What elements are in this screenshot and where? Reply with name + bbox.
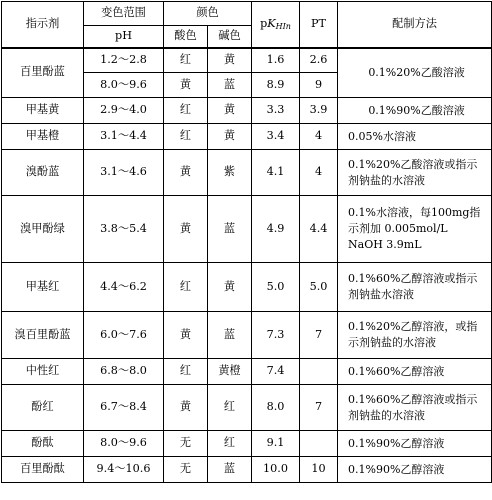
pt-value: 5.0	[300, 263, 338, 312]
indicator-name: 溴百里酚蓝	[2, 312, 84, 359]
ph-range: 1.2～2.8	[84, 48, 164, 73]
ph-range: 3.8～5.4	[84, 196, 164, 263]
acid-color: 红	[164, 263, 208, 312]
base-color: 红	[208, 385, 252, 431]
pk-value: 9.1	[252, 431, 300, 457]
ph-range: 3.1～4.6	[84, 150, 164, 196]
table-row	[2, 359, 492, 385]
ph-range: 6.7～8.4	[84, 385, 164, 431]
pk-k: K	[267, 16, 276, 30]
header-indicator: 指示剂	[2, 2, 84, 48]
pt-value: 10	[300, 457, 338, 483]
preparation-method: 0.1%60%乙醇溶液或指示剂钠盐的水溶液	[338, 385, 492, 431]
indicator-name: 中性红	[2, 359, 84, 385]
table-row	[2, 98, 492, 124]
preparation-method: 0.05%水溶液	[338, 124, 492, 150]
ph-range: 3.1～4.4	[84, 124, 164, 150]
pk-value: 3.3	[252, 98, 300, 124]
pk-value: 10.0	[252, 457, 300, 483]
table-row	[2, 312, 492, 359]
pt-value	[300, 431, 338, 457]
base-color: 蓝	[208, 457, 252, 483]
acid-color: 无	[164, 457, 208, 483]
ph-range: 2.9～4.0	[84, 98, 164, 124]
indicator-name: 溴酚蓝	[2, 150, 84, 196]
pk-value: 4.9	[252, 196, 300, 263]
ph-range: 8.0～9.6	[84, 73, 164, 98]
base-color: 紫	[208, 150, 252, 196]
header-row-1	[2, 2, 492, 26]
base-color: 蓝	[208, 73, 252, 98]
ph-range: 4.4～6.2	[84, 263, 164, 312]
table-row	[2, 124, 492, 150]
base-color: 蓝	[208, 196, 252, 263]
pt-value: 4.4	[300, 196, 338, 263]
pk-value: 7.3	[252, 312, 300, 359]
pt-value: 4	[300, 150, 338, 196]
table-row	[2, 263, 492, 312]
table-row	[2, 196, 492, 263]
ph-range: 8.0～9.6	[84, 431, 164, 457]
preparation-method: 0.1%90%乙酸溶液	[338, 98, 492, 124]
header-method: 配制方法	[338, 2, 492, 48]
acid-color: 无	[164, 431, 208, 457]
pk-value: 7.4	[252, 359, 300, 385]
ph-range: 6.8～8.0	[84, 359, 164, 385]
acid-color: 黄	[164, 196, 208, 263]
base-color: 黄	[208, 98, 252, 124]
pk-value: 1.6	[252, 48, 300, 73]
base-color: 蓝	[208, 312, 252, 359]
table-row	[2, 457, 492, 483]
pk-p: p	[260, 16, 268, 30]
acid-color: 黄	[164, 150, 208, 196]
base-color: 黄橙	[208, 359, 252, 385]
base-color: 黄	[208, 48, 252, 73]
acid-color: 红	[164, 124, 208, 150]
pk-sub: HIn	[275, 21, 291, 31]
pk-value: 5.0	[252, 263, 300, 312]
acid-color: 黄	[164, 73, 208, 98]
pk-value: 8.9	[252, 73, 300, 98]
base-color: 红	[208, 431, 252, 457]
acid-color: 黄	[164, 312, 208, 359]
base-color: 黄	[208, 124, 252, 150]
ph-range: 6.0～7.6	[84, 312, 164, 359]
indicator-name: 甲基黄	[2, 98, 84, 124]
indicator-name: 酚酞	[2, 431, 84, 457]
header-ph-range: 变色范围	[84, 2, 164, 26]
pk-value: 3.4	[252, 124, 300, 150]
preparation-method: 0.1%水溶液，每100mg指示剂加 0.005mol/L NaOH 3.9mL	[338, 196, 492, 263]
acid-color: 红	[164, 98, 208, 124]
base-color: 黄	[208, 263, 252, 312]
table-row	[2, 431, 492, 457]
preparation-method: 0.1%90%乙醇溶液	[338, 431, 492, 457]
indicator-name: 甲基橙	[2, 124, 84, 150]
preparation-method: 0.1%20%乙醇溶液，或指示剂钠盐的水溶液	[338, 312, 492, 359]
indicator-table	[1, 1, 492, 483]
indicator-name: 酚红	[2, 385, 84, 431]
pt-value	[300, 359, 338, 385]
pk-value: 4.1	[252, 150, 300, 196]
indicator-name: 溴甲酚绿	[2, 196, 84, 263]
table-row	[2, 48, 492, 73]
preparation-method: 0.1%20%乙酸溶液	[338, 48, 492, 98]
pt-value: 4	[300, 124, 338, 150]
preparation-method: 0.1%90%乙醇溶液	[338, 457, 492, 483]
preparation-method: 0.1%60%乙醇溶液或指示剂钠盐水溶液	[338, 263, 492, 312]
pt-value: 7	[300, 385, 338, 431]
acid-color: 红	[164, 48, 208, 73]
preparation-method: 0.1%20%乙酸溶液或指示剂钠盐的水溶液	[338, 150, 492, 196]
preparation-method: 0.1%60%乙醇溶液	[338, 359, 492, 385]
acid-color: 黄	[164, 385, 208, 431]
table-row	[2, 150, 492, 196]
indicator-name: 百里酚酞	[2, 457, 84, 483]
header-color: 颜色	[164, 2, 252, 26]
header-base-color: 碱色	[208, 26, 252, 48]
pt-value: 7	[300, 312, 338, 359]
header-pk	[252, 2, 300, 48]
pt-value: 3.9	[300, 98, 338, 124]
pt-value: 9	[300, 73, 338, 98]
header-acid-color: 酸色	[164, 26, 208, 48]
indicator-name: 百里酚蓝	[2, 48, 84, 98]
acid-color: 红	[164, 359, 208, 385]
header-ph: pH	[84, 26, 164, 48]
header-pt: PT	[300, 2, 338, 48]
ph-range: 9.4～10.6	[84, 457, 164, 483]
pt-value: 2.6	[300, 48, 338, 73]
indicator-name: 甲基红	[2, 263, 84, 312]
pk-value: 8.0	[252, 385, 300, 431]
table-row	[2, 385, 492, 431]
